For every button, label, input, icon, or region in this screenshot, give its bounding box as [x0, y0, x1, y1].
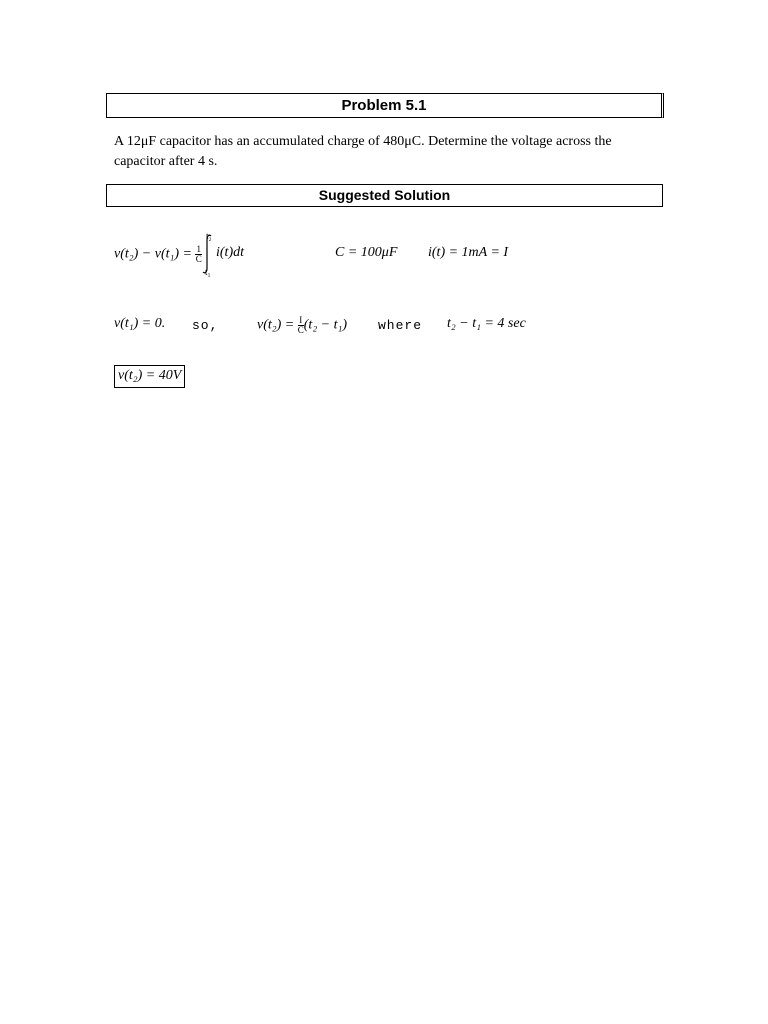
- integral-integrand: [216, 245, 244, 261]
- voltage-rhs: (t₂ − t₁): [303, 317, 348, 333]
- integral-equation: [114, 245, 202, 264]
- capacitance-equation: [335, 245, 397, 261]
- integral-rhs: i(t)dt: [216, 245, 244, 260]
- integral-lower-limit: t₁: [205, 267, 211, 277]
- integral-fraction-denominator: C: [195, 254, 202, 264]
- integral-lhs: v(t₂) − v(t₁) =: [114, 246, 196, 262]
- integral-upper-limit: t₂: [206, 231, 212, 241]
- result-value: v(t₂) = 40V: [118, 368, 182, 383]
- voltage-fraction-denominator: C: [297, 325, 304, 335]
- where-word: where: [378, 318, 423, 333]
- current-value: i(t) = 1mA = I: [428, 245, 509, 260]
- problem-title: Problem 5.1: [106, 93, 664, 118]
- result-box: [114, 365, 185, 388]
- voltage-fraction-numerator: I: [299, 315, 303, 325]
- time-difference-value: t₂ − t₁ = 4 sec: [447, 316, 526, 331]
- initial-voltage-equation: [114, 316, 165, 332]
- voltage-equation: [257, 316, 347, 335]
- initial-voltage-value: v(t₁) = 0.: [114, 316, 166, 331]
- solution-title: Suggested Solution: [106, 184, 663, 207]
- problem-statement: A 12μF capacitor has an accumulated charge of 480μC. Determine the voltage across the capacitor after 4 s.: [114, 134, 612, 169]
- so-word: so,: [192, 318, 219, 333]
- current-equation: [428, 245, 508, 261]
- time-difference-equation: [447, 316, 526, 332]
- capacitance-value: C = 100μF: [335, 245, 398, 260]
- voltage-lhs: v(t₂) =: [257, 317, 298, 333]
- integral-fraction-numerator: 1: [196, 244, 201, 254]
